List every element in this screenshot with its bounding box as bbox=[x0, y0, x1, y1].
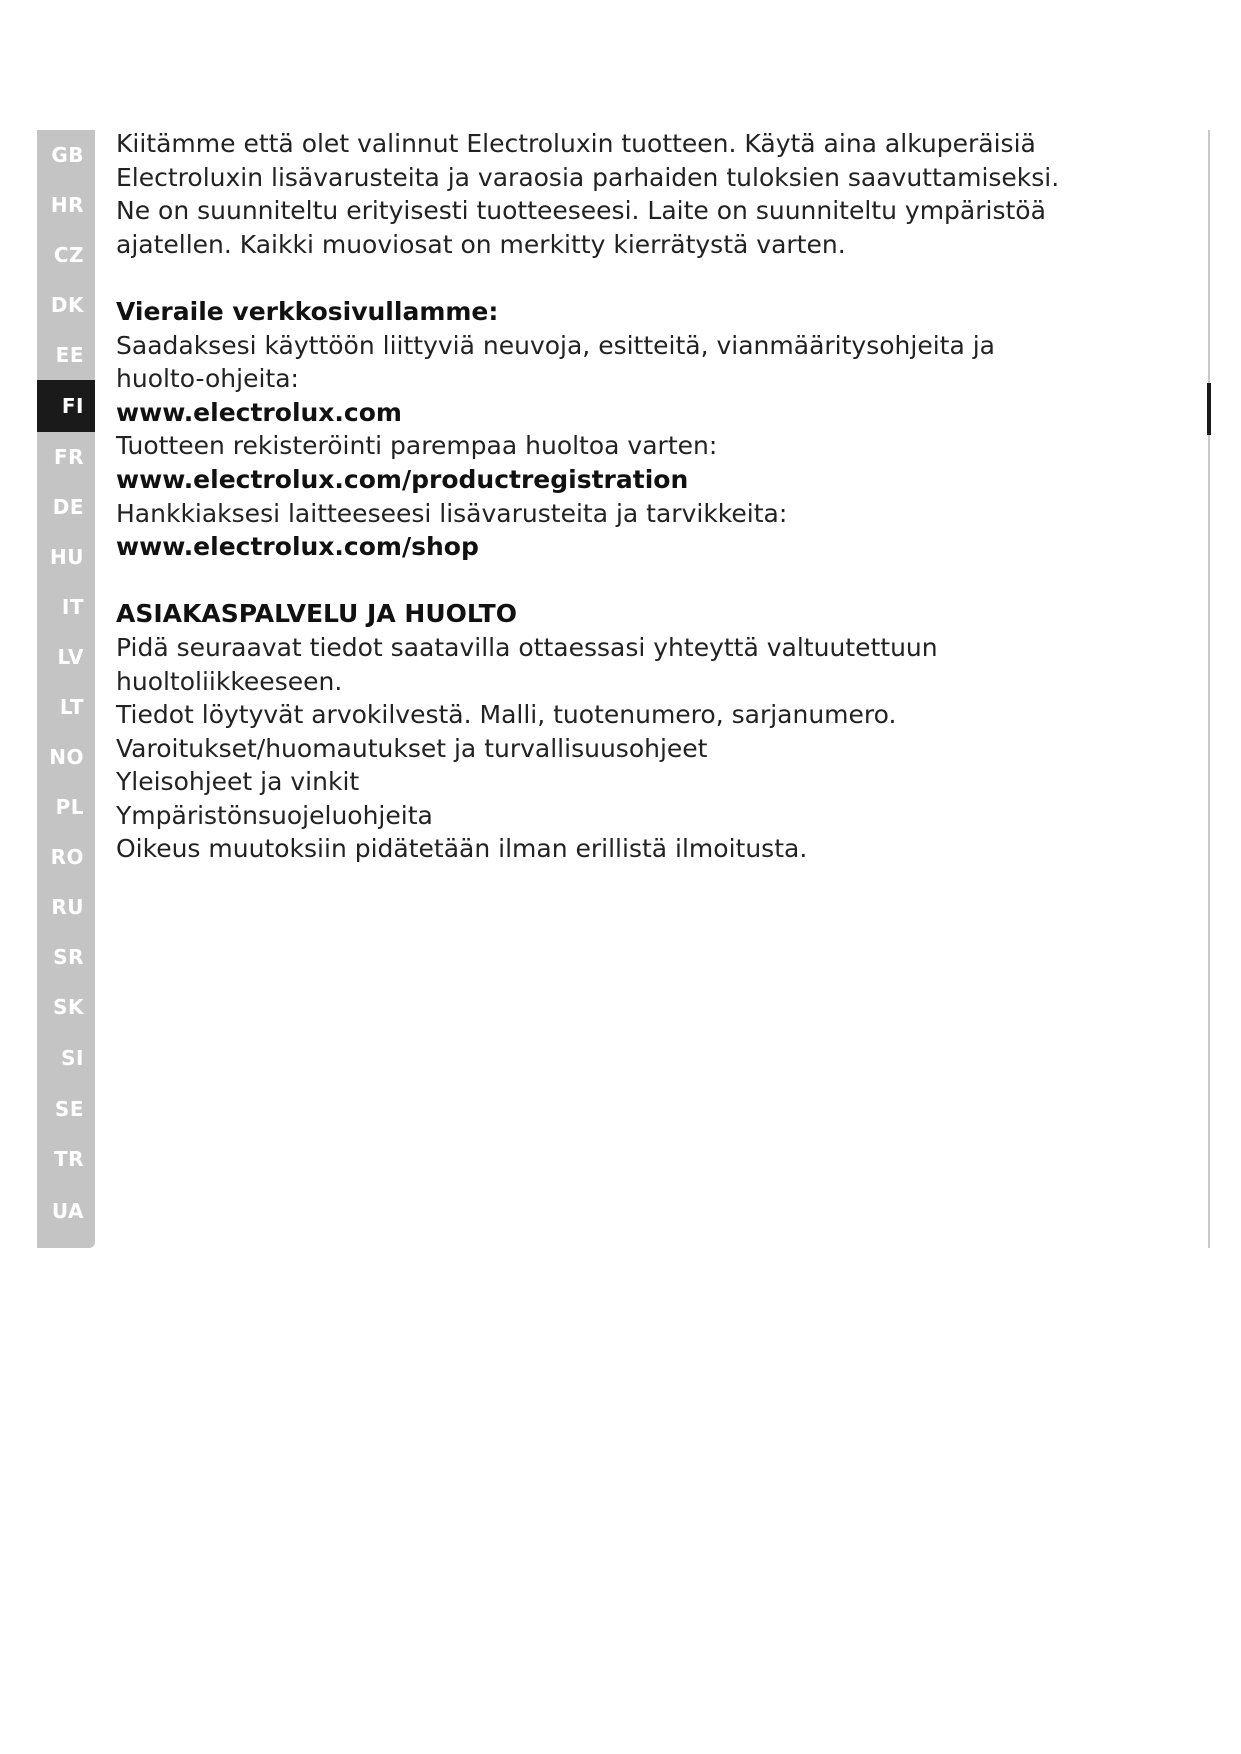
service-heading: ASIAKASPALVELU JA HUOLTO bbox=[116, 599, 517, 629]
service-line: Yleisohjeet ja vinkit bbox=[116, 767, 360, 797]
language-tab-hu[interactable]: HU bbox=[50, 545, 84, 569]
website-heading: Vieraile verkkosivullamme: bbox=[116, 296, 499, 326]
registration-text: Tuotteen rekisteröinti parempaa huoltoa varten: bbox=[116, 431, 718, 461]
language-tab-pl[interactable]: PL bbox=[55, 795, 84, 819]
language-tab-dk[interactable]: DK bbox=[50, 293, 84, 317]
intro-line: Ne on suunniteltu erityisesti tuotteeseesi. Laite on suunniteltu ympäristöä bbox=[116, 196, 1046, 226]
language-tab-lv[interactable]: LV bbox=[57, 645, 84, 669]
main-website-link[interactable]: www.electrolux.com bbox=[116, 397, 402, 427]
right-margin-rule bbox=[1208, 130, 1210, 1248]
intro-line: Electroluxin lisävarusteita ja varaosia parhaiden tuloksien saavuttamiseksi. bbox=[116, 162, 1060, 192]
page-content bbox=[116, 127, 1196, 866]
advice-text: huolto-ohjeita: bbox=[116, 364, 299, 394]
service-line: Ympäristönsuojeluohjeita bbox=[116, 800, 433, 830]
language-tab-si[interactable]: SI bbox=[61, 1046, 84, 1070]
service-line: Varoitukset/huomautukset ja turvallisuusohjeet bbox=[116, 733, 708, 763]
language-tab-de[interactable]: DE bbox=[52, 495, 84, 519]
paragraph-gap bbox=[116, 564, 1196, 598]
language-tab-sk[interactable]: SK bbox=[53, 995, 84, 1019]
language-tab-strip bbox=[37, 130, 95, 1248]
language-tab-lt[interactable]: LT bbox=[59, 695, 84, 719]
language-tab-fr[interactable]: FR bbox=[53, 445, 84, 469]
language-tab-hr[interactable]: HR bbox=[50, 193, 84, 217]
service-line: huoltoliikkeeseen. bbox=[116, 666, 343, 696]
advice-text: Saadaksesi käyttöön liittyviä neuvoja, esitteitä, vianmääritysohjeita ja bbox=[116, 330, 995, 360]
website-section bbox=[116, 295, 1196, 564]
language-tab-sr[interactable]: SR bbox=[53, 945, 84, 969]
shop-text: Hankkiaksesi laitteeseesi lisävarusteita ja tarvikkeita: bbox=[116, 498, 788, 528]
language-tab-it[interactable]: IT bbox=[61, 595, 84, 619]
language-tab-no[interactable]: NO bbox=[49, 745, 84, 769]
language-tab-ru[interactable]: RU bbox=[51, 895, 84, 919]
intro-line: Kiitämme että olet valinnut Electroluxin tuotteen. Käytä aina alkuperäisiä bbox=[116, 129, 1036, 158]
service-section bbox=[116, 597, 1196, 866]
language-tab-gb[interactable]: GB bbox=[51, 143, 84, 167]
language-tab-ee[interactable]: EE bbox=[55, 343, 84, 367]
active-section-marker bbox=[1207, 383, 1211, 435]
intro-paragraph bbox=[116, 127, 1196, 261]
service-line: Pidä seuraavat tiedot saatavilla ottaessasi yhteyttä valtuutettuun bbox=[116, 632, 938, 662]
language-tab-se[interactable]: SE bbox=[54, 1097, 84, 1121]
language-tab-fi[interactable]: FI bbox=[37, 380, 95, 432]
language-tab-ro[interactable]: RO bbox=[50, 845, 84, 869]
paragraph-gap bbox=[116, 261, 1196, 295]
service-line: Oikeus muutoksiin pidätetään ilman erillistä ilmoitusta. bbox=[116, 834, 808, 864]
service-line: Tiedot löytyvät arvokilvestä. Malli, tuotenumero, sarjanumero. bbox=[116, 700, 897, 730]
language-tab-ua[interactable]: UA bbox=[51, 1199, 84, 1223]
shop-link[interactable]: www.electrolux.com/shop bbox=[116, 532, 479, 562]
language-tab-tr[interactable]: TR bbox=[53, 1147, 84, 1171]
language-tab-cz[interactable]: CZ bbox=[53, 243, 84, 267]
intro-line: ajatellen. Kaikki muoviosat on merkitty kierrätystä varten. bbox=[116, 229, 846, 259]
registration-link[interactable]: www.electrolux.com/productregistration bbox=[116, 464, 689, 494]
